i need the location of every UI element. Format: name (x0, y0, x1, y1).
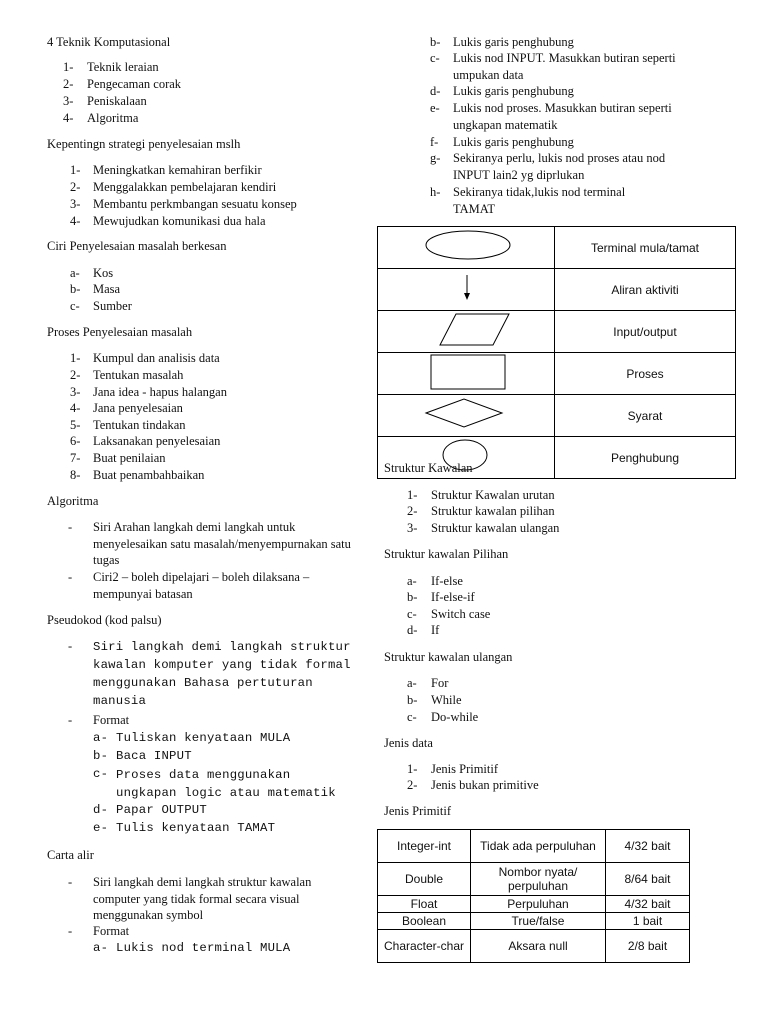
type-name-cell: Double (378, 863, 471, 896)
list-marker: 1- (70, 351, 81, 365)
heading-kepentingan: Kepentingn strategi penyelesaian mslh (47, 137, 241, 151)
list-item: Struktur Kawalan urutan (431, 488, 555, 502)
heading-carta-alir: Carta alir (47, 848, 94, 862)
list-marker: 3- (70, 197, 81, 211)
type-desc-cell: Nombor nyata/ perpuluhan (471, 863, 606, 896)
list-marker: 1- (407, 762, 418, 776)
dash-marker: - (68, 520, 73, 534)
type-size-cell: 1 bait (606, 913, 690, 930)
list-item: Switch case (431, 607, 491, 621)
table-row (378, 913, 690, 930)
symbol-label: Input/output (555, 311, 736, 353)
type-name-cell: Boolean (378, 913, 471, 930)
carta-alir-format-label: Format (93, 924, 130, 938)
list-item: Jenis Primitif (431, 762, 499, 776)
heading-pseudokod: Pseudokod (kod palsu) (47, 613, 162, 627)
list-item: Algoritma (87, 111, 139, 125)
heading-jenis-data: Jenis data (384, 736, 433, 750)
symbol-label: Terminal mula/tamat (555, 227, 736, 269)
list-item: Jana penyelesaian (93, 401, 183, 415)
table-row (378, 395, 736, 437)
list-item: Masa (93, 282, 121, 296)
list-item: Lukis garis penghubung (453, 135, 574, 149)
list-marker: b- (407, 693, 418, 707)
list-marker: a- (93, 941, 109, 955)
list-marker: b- (70, 282, 81, 296)
list-marker: 8- (70, 468, 81, 482)
oval-terminal-icon (378, 227, 554, 264)
list-item: Struktur kawalan pilihan (431, 504, 555, 518)
list-marker: 3- (63, 94, 74, 108)
list-item: Proses data menggunakan ungkapan logic atau matematik (116, 768, 336, 800)
dash-marker: - (68, 570, 73, 584)
diamond-decision-icon (378, 395, 554, 432)
list-item: If-else (431, 574, 463, 588)
table-row (378, 227, 736, 269)
list-item: Peniskalaan (87, 94, 147, 108)
type-size-cell: 8/64 bait (606, 863, 690, 896)
list-marker: d- (407, 623, 418, 637)
type-desc-cell: Aksara null (471, 930, 606, 963)
list-item: Lukis garis penghubung (453, 84, 574, 98)
list-marker: 3- (407, 521, 418, 535)
list-item: Lukis nod terminal MULA (116, 941, 291, 955)
dash-marker: - (68, 875, 73, 889)
list-marker: b- (430, 35, 441, 49)
list-item: Jenis bukan primitive (431, 778, 539, 792)
dash-marker: - (68, 639, 73, 653)
list-marker: 3- (70, 385, 81, 399)
type-name-cell: Character-char (378, 930, 471, 963)
list-marker: e- (430, 101, 440, 115)
list-item: Papar OUTPUT (116, 803, 207, 817)
list-item: Tulis kenyataan TAMAT (116, 821, 276, 835)
symbol-label: Penghubung (555, 437, 736, 479)
list-marker: d- (430, 84, 441, 98)
list-marker: h- (430, 185, 441, 199)
list-item: Sekiranya tidak,lukis nod terminal TAMAT (453, 185, 626, 216)
list-item: Teknik leraian (87, 60, 159, 74)
list-marker: c- (93, 767, 109, 781)
list-marker: 4- (70, 401, 81, 415)
table-row (378, 353, 736, 395)
list-marker: 4- (70, 214, 81, 228)
list-item: If-else-if (431, 590, 475, 604)
heading-teknik-komputasional: 4 Teknik Komputasional (47, 35, 171, 49)
symbol-cell (378, 395, 555, 437)
list-item: Tentukan masalah (93, 368, 184, 382)
list-marker: b- (93, 749, 109, 763)
heading-algoritma: Algoritma (47, 494, 99, 508)
list-marker: 4- (63, 111, 74, 125)
list-item: Lukis nod INPUT. Masukkan butiran seperti umpukan data (453, 51, 676, 82)
list-item: Do-while (431, 710, 479, 724)
pseudokod-definition: Siri langkah demi langkah struktur kawalan komputer yang tidak formal menggunakan Bahasa pertuturan manusia (93, 640, 351, 708)
symbol-label: Proses (555, 353, 736, 395)
list-item: Meningkatkan kemahiran berfikir (93, 163, 262, 177)
pseudokod-format-label: Format (93, 713, 130, 727)
type-desc-cell: Perpuluhan (471, 896, 606, 913)
symbol-cell (378, 227, 555, 269)
dash-marker: - (68, 713, 73, 727)
list-marker: 7- (70, 451, 81, 465)
list-marker: c- (407, 607, 417, 621)
heading-jenis-primitif: Jenis Primitif (384, 804, 452, 818)
table-row (378, 269, 736, 311)
symbol-label: Aliran aktiviti (555, 269, 736, 311)
list-item: Buat penilaian (93, 451, 166, 465)
list-item: Laksanakan penyelesaian (93, 434, 221, 448)
list-marker: 1- (70, 163, 81, 177)
arrow-down-icon (378, 269, 554, 306)
list-item: Lukis nod proses. Masukkan butiran seperti ungkapan matematik (453, 101, 672, 132)
carta-alir-definition: Siri langkah demi langkah struktur kawalan computer yang tidak formal secara visual menggunakan symbol (93, 875, 312, 922)
list-marker: e- (93, 821, 109, 835)
symbol-cell (378, 353, 555, 395)
list-item: Struktur kawalan ulangan (431, 521, 560, 535)
list-item: Pengecaman corak (87, 77, 182, 91)
list-marker: 2- (70, 180, 81, 194)
list-item: Baca INPUT (116, 749, 192, 763)
list-item: Membantu perkmbangan sesuatu konsep (93, 197, 297, 211)
list-marker: 2- (70, 368, 81, 382)
type-name-cell: Integer-int (378, 830, 471, 863)
list-item: Jana idea - hapus halangan (93, 385, 227, 399)
list-item: For (431, 676, 449, 690)
list-item: Mewujudkan komunikasi dua hala (93, 214, 266, 228)
table-row (378, 830, 690, 863)
list-marker: a- (407, 676, 417, 690)
list-item: Sekiranya perlu, lukis nod proses atau nod INPUT lain2 yg diprlukan (453, 151, 666, 182)
list-item: Menggalakkan pembelajaran kendiri (93, 180, 277, 194)
algoritma-ciri: Ciri2 – boleh dipelajari – boleh dilaksana – mempunyai batasan (93, 570, 310, 601)
list-item: Sumber (93, 299, 132, 313)
list-item: Tuliskan kenyataan MULA (116, 731, 291, 745)
list-marker: 2- (63, 77, 74, 91)
dash-marker: - (68, 924, 73, 938)
table-row (378, 863, 690, 896)
list-marker: a- (407, 574, 417, 588)
symbol-label: Syarat (555, 395, 736, 437)
table-row (378, 896, 690, 913)
type-desc-cell: True/false (471, 913, 606, 930)
list-item: If (431, 623, 440, 637)
list-item: While (431, 693, 462, 707)
list-marker: c- (407, 710, 417, 724)
parallelogram-io-icon (378, 311, 554, 348)
symbol-cell (378, 311, 555, 353)
type-size-cell: 4/32 bait (606, 830, 690, 863)
list-item: Buat penambahbaikan (93, 468, 205, 482)
list-marker: 2- (407, 504, 418, 518)
list-item: Tentukan tindakan (93, 418, 186, 432)
type-desc-cell: Tidak ada perpuluhan (471, 830, 606, 863)
list-marker: 1- (63, 60, 74, 74)
list-item: Kumpul dan analisis data (93, 351, 220, 365)
rectangle-process-icon (378, 353, 554, 390)
flowchart-symbol-table (377, 226, 736, 479)
type-size-cell: 2/8 bait (606, 930, 690, 963)
type-name-cell: Float (378, 896, 471, 913)
heading-proses: Proses Penyelesaian masalah (47, 325, 193, 339)
symbol-cell (378, 269, 555, 311)
table-row (378, 930, 690, 963)
heading-kawalan-pilihan: Struktur kawalan Pilihan (384, 547, 509, 561)
list-marker: 6- (70, 434, 81, 448)
list-marker: c- (430, 51, 440, 65)
list-marker: g- (430, 151, 441, 165)
list-marker: c- (70, 299, 80, 313)
list-marker: a- (93, 731, 109, 745)
algoritma-definition: Siri Arahan langkah demi langkah untuk menyelesaikan satu masalah/menyempurnakan satu tugas (93, 520, 351, 567)
list-item: Kos (93, 266, 114, 280)
list-marker: f- (430, 135, 439, 149)
primitive-type-table (377, 829, 690, 963)
table-row (378, 311, 736, 353)
list-item: Lukis garis penghubung (453, 35, 574, 49)
heading-kawalan-ulangan: Struktur kawalan ulangan (384, 650, 513, 664)
list-marker: d- (93, 803, 109, 817)
type-size-cell: 4/32 bait (606, 896, 690, 913)
list-marker: 1- (407, 488, 418, 502)
heading-ciri: Ciri Penyelesaian masalah berkesan (47, 239, 227, 253)
heading-struktur-kawalan: Struktur Kawalan (384, 461, 473, 475)
list-marker: a- (70, 266, 80, 280)
list-marker: 2- (407, 778, 418, 792)
list-marker: b- (407, 590, 418, 604)
list-marker: 5- (70, 418, 81, 432)
